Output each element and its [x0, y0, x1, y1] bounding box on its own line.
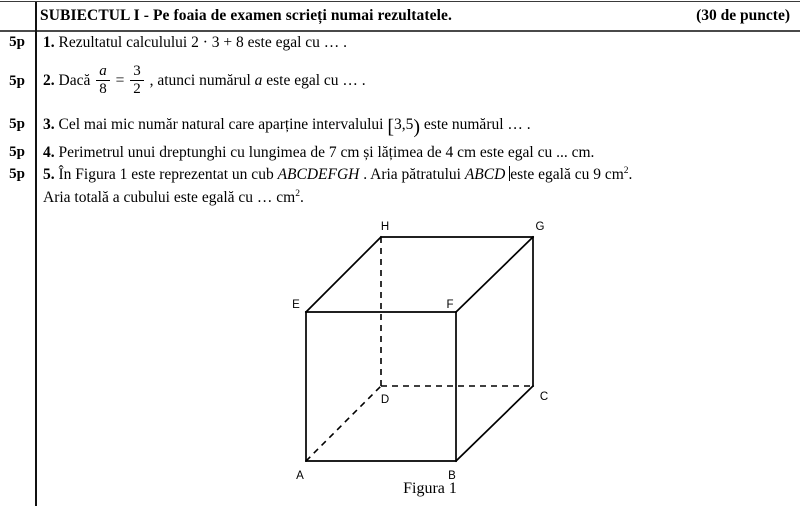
interval-open-bracket: [ [387, 115, 394, 138]
problem-1-text-before: Rezultatul calculului [58, 34, 188, 51]
square-vertices-label: ABCD [464, 166, 506, 183]
problem-5-text-part3: este egală cu 9 cm [510, 166, 624, 183]
problem-4-number: 4. [43, 144, 55, 161]
problem-3-text-before: Cel mai mic număr natural care aparține intervalului [58, 116, 384, 133]
subject-header [40, 4, 792, 28]
problem-5-text-part4: . [628, 166, 633, 183]
edge-B-C [456, 386, 533, 461]
fraction-numerator: a [99, 63, 107, 79]
equals-sign: = [115, 71, 125, 89]
points-column-divider [35, 2, 37, 506]
cube-figure [280, 212, 580, 506]
fraction-denominator: 2 [133, 81, 141, 97]
edge-G-F [456, 237, 533, 312]
problem-2-text-before: Dacă [58, 71, 91, 89]
vertex-label-F: F [446, 299, 454, 311]
header-separator-rule [0, 30, 800, 32]
problem-1-expression: 2 · 3 + 8 [191, 34, 244, 51]
cube-diagram-svg [280, 212, 580, 480]
vertex-label-B: B [448, 470, 456, 480]
problem-2-text-mid: , atunci numărul [149, 71, 251, 89]
edge-A-D [306, 386, 381, 461]
fraction-numerator: 3 [133, 63, 141, 79]
problem-3-text-after: este numărul … . [423, 116, 531, 133]
problem-1-text-after: este egal cu … . [247, 34, 348, 51]
edge-E-H [306, 237, 381, 312]
problem-2-number: 2. [43, 71, 55, 89]
problem-5-line2 [43, 189, 304, 207]
total-points-label: (30 de puncte) [696, 7, 790, 24]
problem-1 [43, 34, 347, 52]
points-item-3: 5p [9, 116, 25, 132]
points-item-4: 5p [9, 144, 25, 160]
cube-vertices-label: ABCDEFGH [277, 166, 360, 183]
problem-5-number: 5. [43, 166, 55, 183]
problem-3-number: 3. [43, 116, 55, 133]
vertex-label-E: E [292, 299, 300, 311]
problem-2-text-after: este egal cu … . [266, 71, 366, 89]
problem-5-text-part1: În Figura 1 este reprezentat un cub [58, 166, 274, 183]
problem-5 [43, 166, 632, 184]
page-title: SUBIECTUL I - Pe foaia de examen scrieți numai rezultatele. [40, 7, 453, 24]
problem-2-variable: a [254, 71, 263, 89]
interval-close-paren: ) [413, 115, 421, 138]
interval-values: 3,5 [393, 116, 414, 133]
fraction-denominator: 8 [99, 81, 107, 97]
figure-caption: Figura 1 [403, 480, 457, 497]
points-item-2: 5p [9, 73, 25, 89]
vertex-label-C: C [539, 391, 549, 403]
square-unit-exponent: 2 [295, 188, 300, 199]
vertex-label-A: A [296, 470, 304, 480]
points-item-5: 5p [9, 166, 25, 182]
vertex-label-G: G [535, 221, 545, 233]
problem-3 [43, 116, 531, 136]
square-unit-exponent: 2 [623, 165, 629, 176]
vertex-label-D: D [380, 394, 390, 406]
problem-1-number: 1. [43, 34, 55, 51]
fraction-a-over-8 [96, 64, 110, 97]
problem-2 [43, 64, 366, 97]
problem-5-line2-period: . [299, 189, 304, 206]
fraction-3-over-2 [130, 64, 144, 97]
problem-4-text: Perimetrul unui dreptunghi cu lungimea de 7 cm și lățimea de 4 cm este egal cu ... cm. [58, 144, 595, 161]
vertex-label-H: H [380, 221, 390, 233]
problem-5-line2-text: Aria totală a cubului este egală cu … cm [43, 189, 296, 206]
problem-4 [43, 144, 594, 162]
problem-5-text-part2: . Aria pătratului [363, 166, 461, 183]
points-item-1: 5p [9, 34, 25, 50]
top-border-rule [0, 1, 800, 2]
